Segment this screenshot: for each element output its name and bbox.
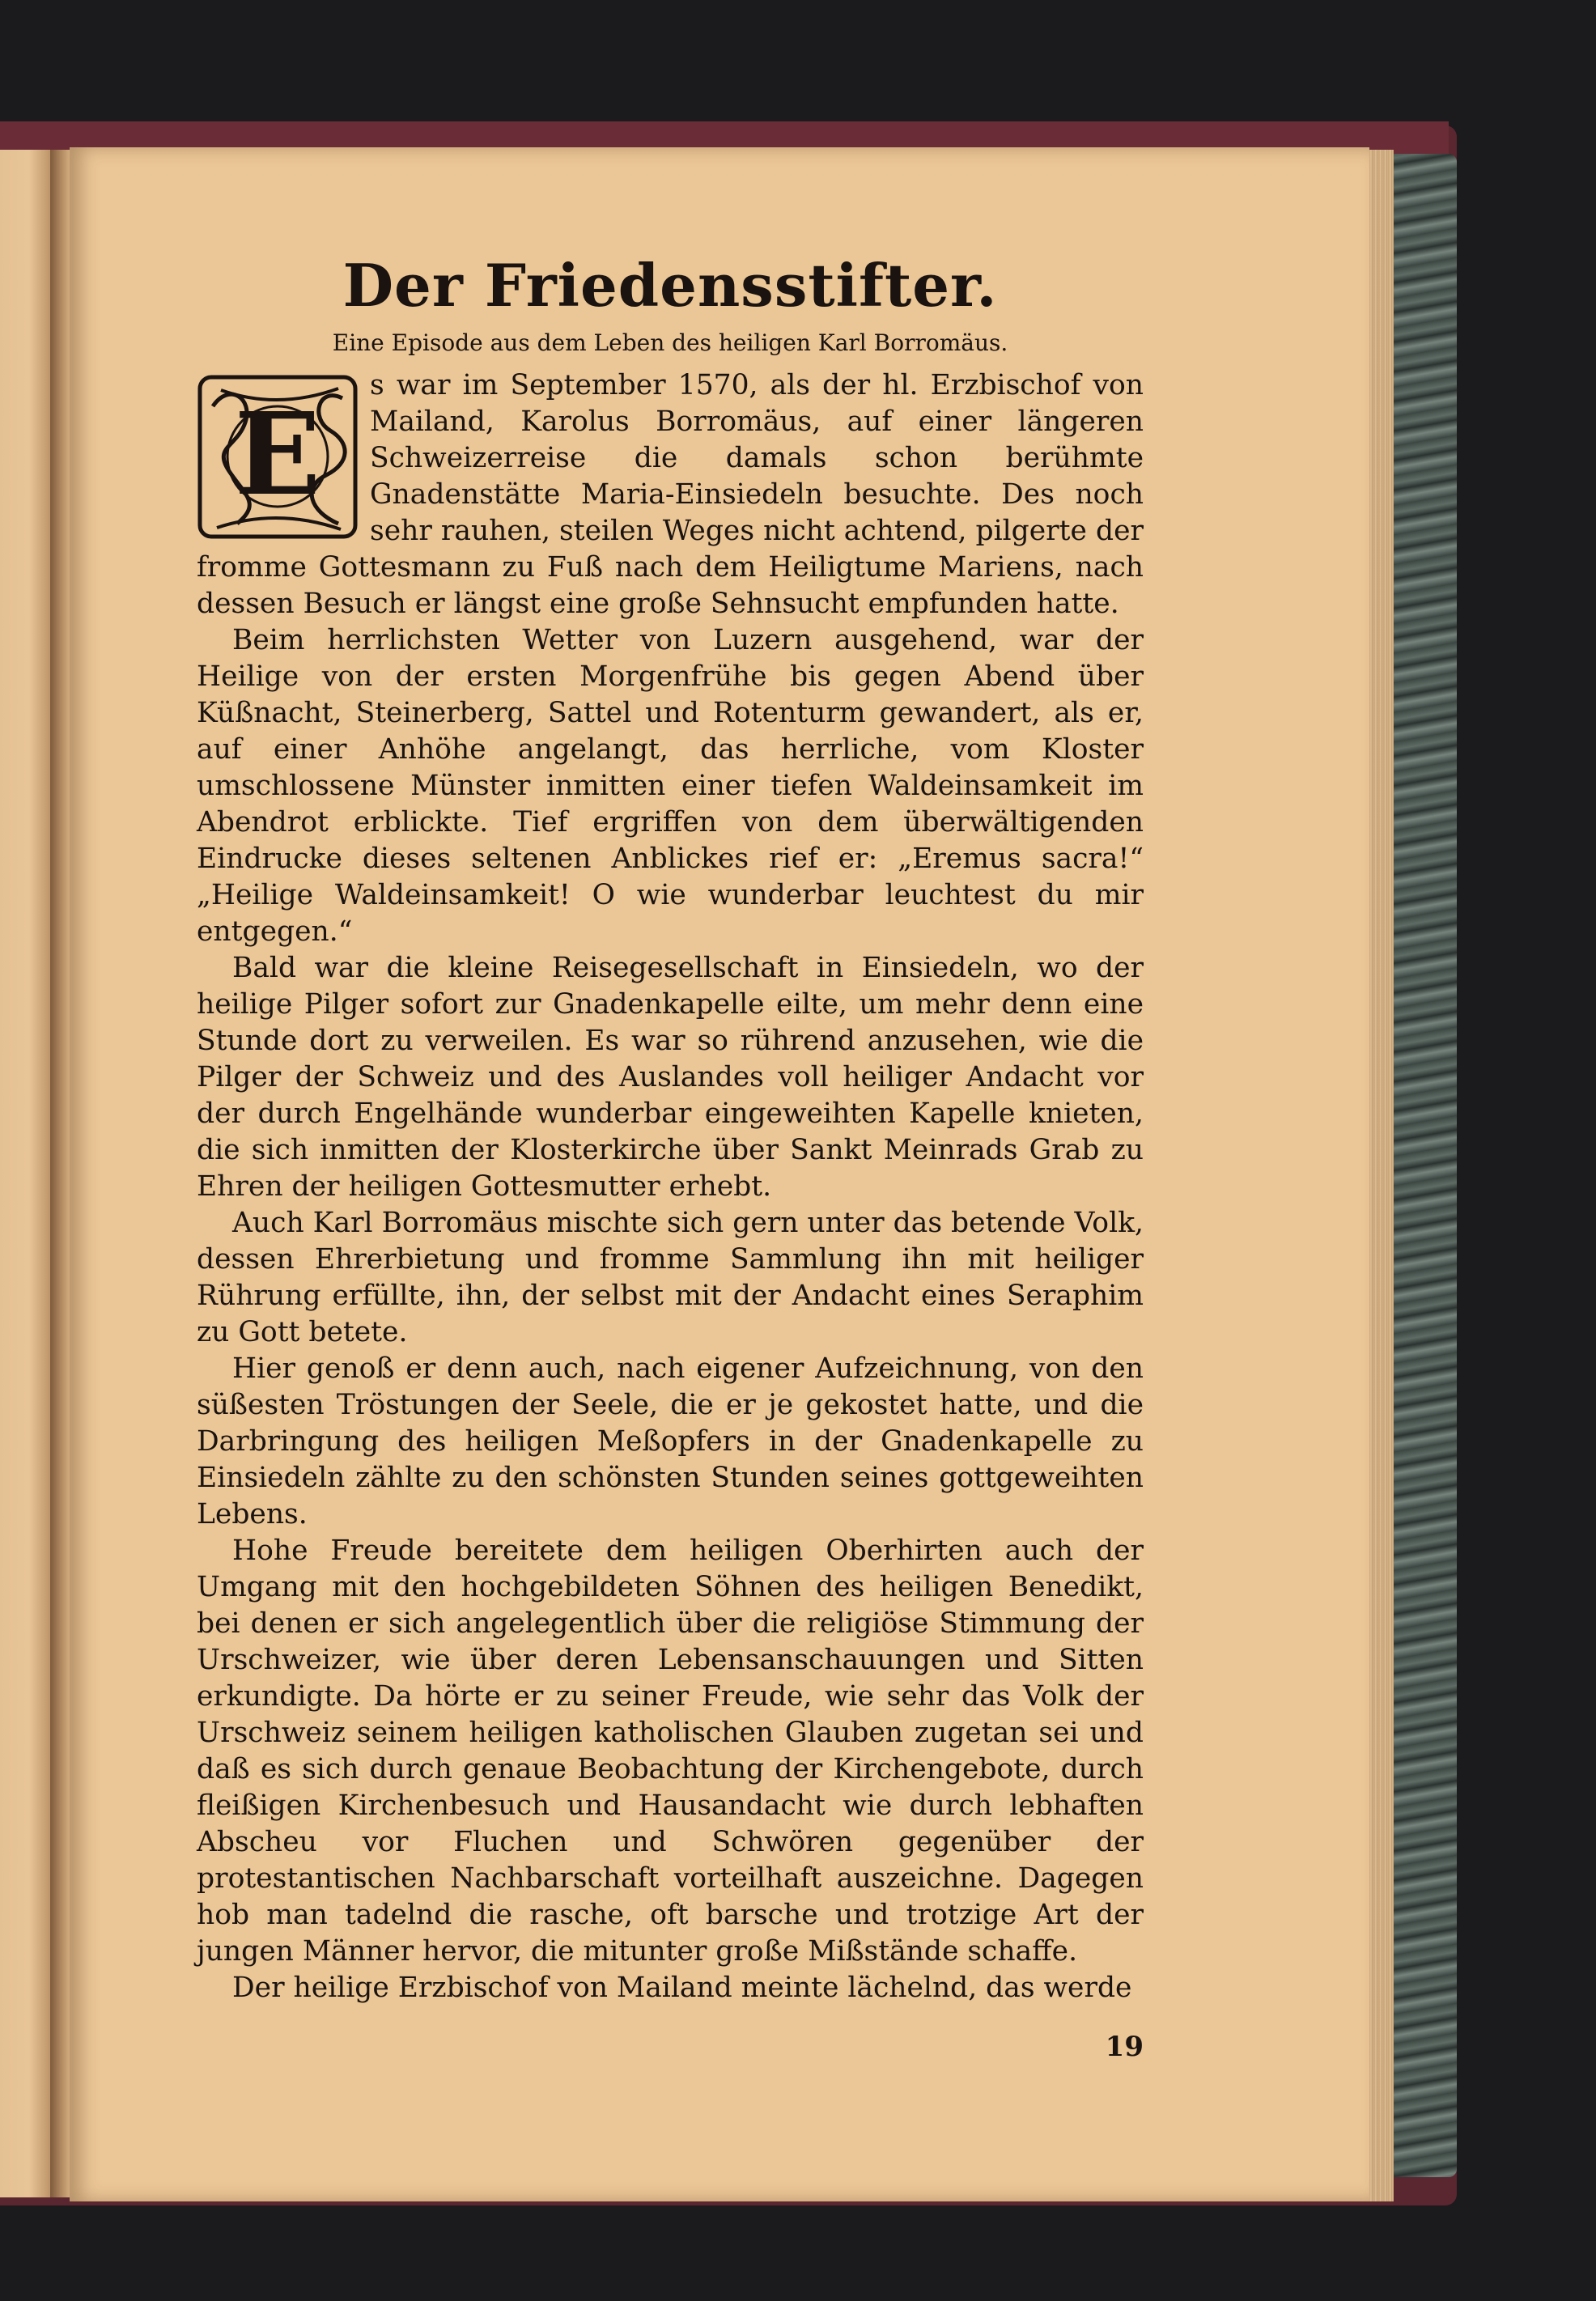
paragraph-7: Der heilige Erzbischof von Mailand meinte lächelnd, das werde [232,1972,1132,2005]
paragraph-4: Auch Karl Borromäus mischte sich gern unter das betende Volk, dessen Ehrerbietung und fromme Sammlung ihn mit heiliger Rührung erfüllte, ihn, der selbst mit der Andacht eines Seraphim zu Gott betete. [197,1207,1144,1349]
paragraph-2: Beim herrlichsten Wetter von Luzern ausgehend, war der Heilige von der ersten Morgenfrühe bis gegen Abend über Küßnacht, Steinerberg, Sattel und Rotenturm gewandert, als er, auf einer Anhöhe angelangt, das herrliche, vom Kloster umschlossene Münster inmitten einer tiefen Waldeinsamkeit im Abendrot erblickte. Tief ergriffen von dem überwältigenden Eindrucke dieses seltenen Anblickes rief er: „Eremus sacra!“ „Heilige Waldeinsamkeit! O wie wunderbar leuchtest du mir entgegen.“ [197,624,1144,949]
chapter-subtitle: Eine Episode aus dem Leben des heiligen Karl Borromäus. [332,329,1008,356]
page-text-block [197,251,1144,2064]
paragraph-1-text: s war im September 1570, als der hl. Erzbischof von Mailand, Karolus Borromäus, auf einer längeren Schweizerreise die damals schon berühmte Gnadenstätte Maria-Einsiedeln besuchte. Des noch sehr rauhen, steilen Weges nicht achtend, pilgerte der fromme Gottesmann zu Fuß nach dem Heiligtume Mariens, nach dessen Besuch er längst eine große Sehnsucht empfunden hatte. [197,369,1144,621]
paragraph-5: Hier genoß er denn auch, nach eigener Aufzeichnung, von den süßesten Tröstungen der Seele, die er je gekostet hatte, und die Darbringung des heiligen Meßopfers in der Gnadenkapelle zu Einsiedeln zählte zu den schönsten Stunden seines gottgeweihten Lebens. [197,1352,1144,1531]
paragraph-3: Bald war die kleine Reisegesellschaft in Einsiedeln, wo der heilige Pilger sofort zur Gnadenkapelle eilte, um mehr denn eine Stunde dort zu verweilen. Es war so rührend anzusehen, wie die Pilger der Schweiz und des Auslandes voll heiliger Andacht vor der durch Engelhände wunderbar eingeweihten Kapelle knieten, die sich inmitten der Klosterkirche über Sankt Meinrads Grab zu Ehren der heiligen Gottesmutter erhebt. [197,952,1144,1204]
left-page-edge [0,150,53,2197]
dropcap-letter: E [234,388,321,522]
page-number: 19 [1105,2031,1144,2064]
page-stack-edge [1368,150,1394,2201]
paragraph-6: Hohe Freude bereitete dem heiligen Oberhirten auch der Umgang mit den hochgebildeten Söhnen des heiligen Benedikt, bei denen er sich angelegentlich über die religiöse Stimmung der Urschweizer, wie über deren Lebensanschauungen und Sitten erkundigte. Da hörte er zu seiner Freude, wie sehr das Volk der Urschweiz seinem heiligen katholischen Glauben zugetan sei und daß es sich durch genaue Beobachtung der Kirchengebote, durch fleißigen Kirchenbesuch und Hausandacht wie durch lebhaften Abscheu vor Fluchen und Schwören gegenüber der protestantischen Nachbarschaft vorteilhaft auszeichne. Dagegen hob man tadelnd die rasche, oft barsche und trotzige Art der jungen Männer hervor, die mitunter große Mißstände schaffe. [197,1535,1144,1968]
ornamental-dropcap-initial [197,374,359,540]
paragraph-1 [197,367,1144,622]
book-page [70,147,1369,2201]
chapter-title: Der Friedensstifter. [342,251,998,320]
book-gutter [50,150,71,2197]
